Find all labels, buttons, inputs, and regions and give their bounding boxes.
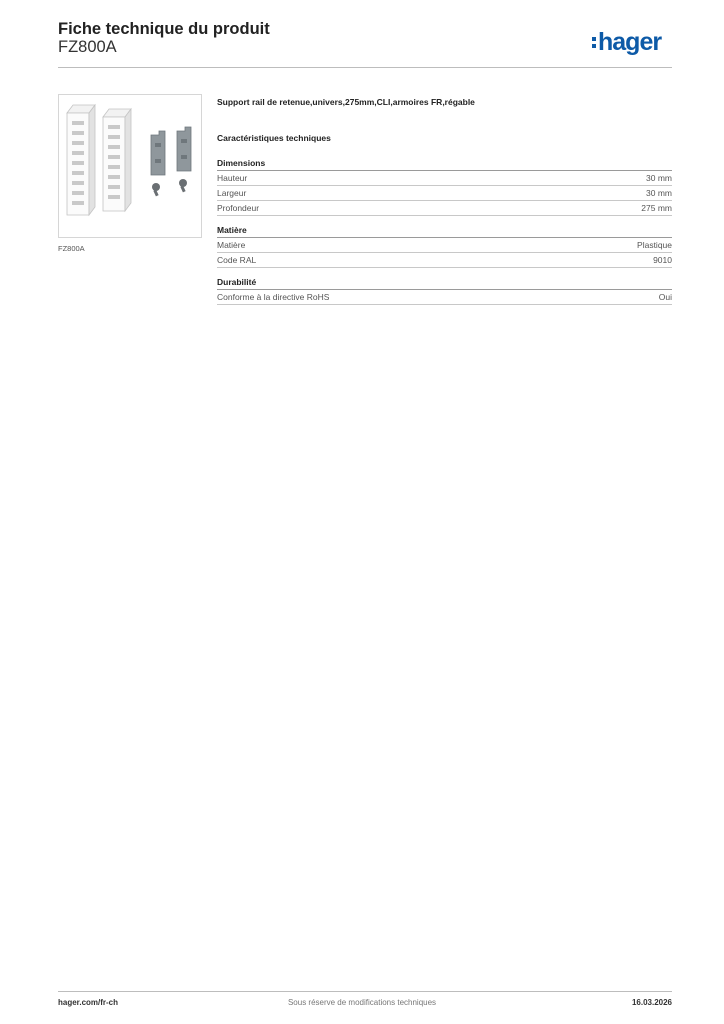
section-title: Dimensions (217, 157, 672, 171)
spec-row (217, 186, 672, 201)
spec-value: 30 mm (646, 188, 672, 198)
rail-right-icon (103, 109, 131, 211)
footer-disclaimer: Sous réserve de modifications techniques (287, 998, 437, 1007)
spec-label: Largeur (217, 188, 247, 198)
header-divider (58, 67, 672, 68)
spec-content (217, 97, 672, 305)
logo-dots-icon (592, 37, 596, 48)
logo-wordmark: hager (598, 27, 662, 56)
spec-row (217, 201, 672, 216)
spec-row (217, 290, 672, 305)
spec-row (217, 238, 672, 253)
clip-icon (151, 127, 191, 175)
screw-icon (152, 179, 187, 196)
hager-logo (592, 28, 661, 56)
spec-label: Hauteur (217, 173, 248, 183)
spec-value: 275 mm (641, 203, 672, 213)
footer-website-link[interactable]: hager.com/fr-ch (58, 998, 119, 1007)
section-title: Matière (217, 224, 672, 238)
page-title: Fiche technique du produit (58, 20, 270, 38)
product-name: Support rail de retenue,univers,275mm,CLI,armoires FR,régable (217, 97, 475, 107)
spec-label: Code RAL (217, 255, 257, 265)
product-image (58, 94, 202, 238)
footer-date: 16.03.2026 (631, 998, 672, 1007)
spec-value: 9010 (653, 255, 672, 265)
spec-label: Matière (217, 240, 246, 250)
spec-label: Profondeur (217, 203, 260, 213)
image-caption: FZ800A (58, 244, 85, 253)
spec-value: Oui (658, 292, 672, 302)
spec-value: Plastique (637, 240, 672, 250)
footer-divider (58, 991, 672, 992)
rail-left-icon (67, 105, 95, 215)
spec-value: 30 mm (646, 173, 672, 183)
spec-label: Conforme à la directive RoHS (217, 292, 330, 302)
spec-row (217, 253, 672, 268)
section-title: Durabilité (217, 276, 672, 290)
spec-heading: Caractéristiques techniques (217, 133, 331, 143)
spec-row (217, 171, 672, 186)
product-code: FZ800A (58, 38, 117, 56)
